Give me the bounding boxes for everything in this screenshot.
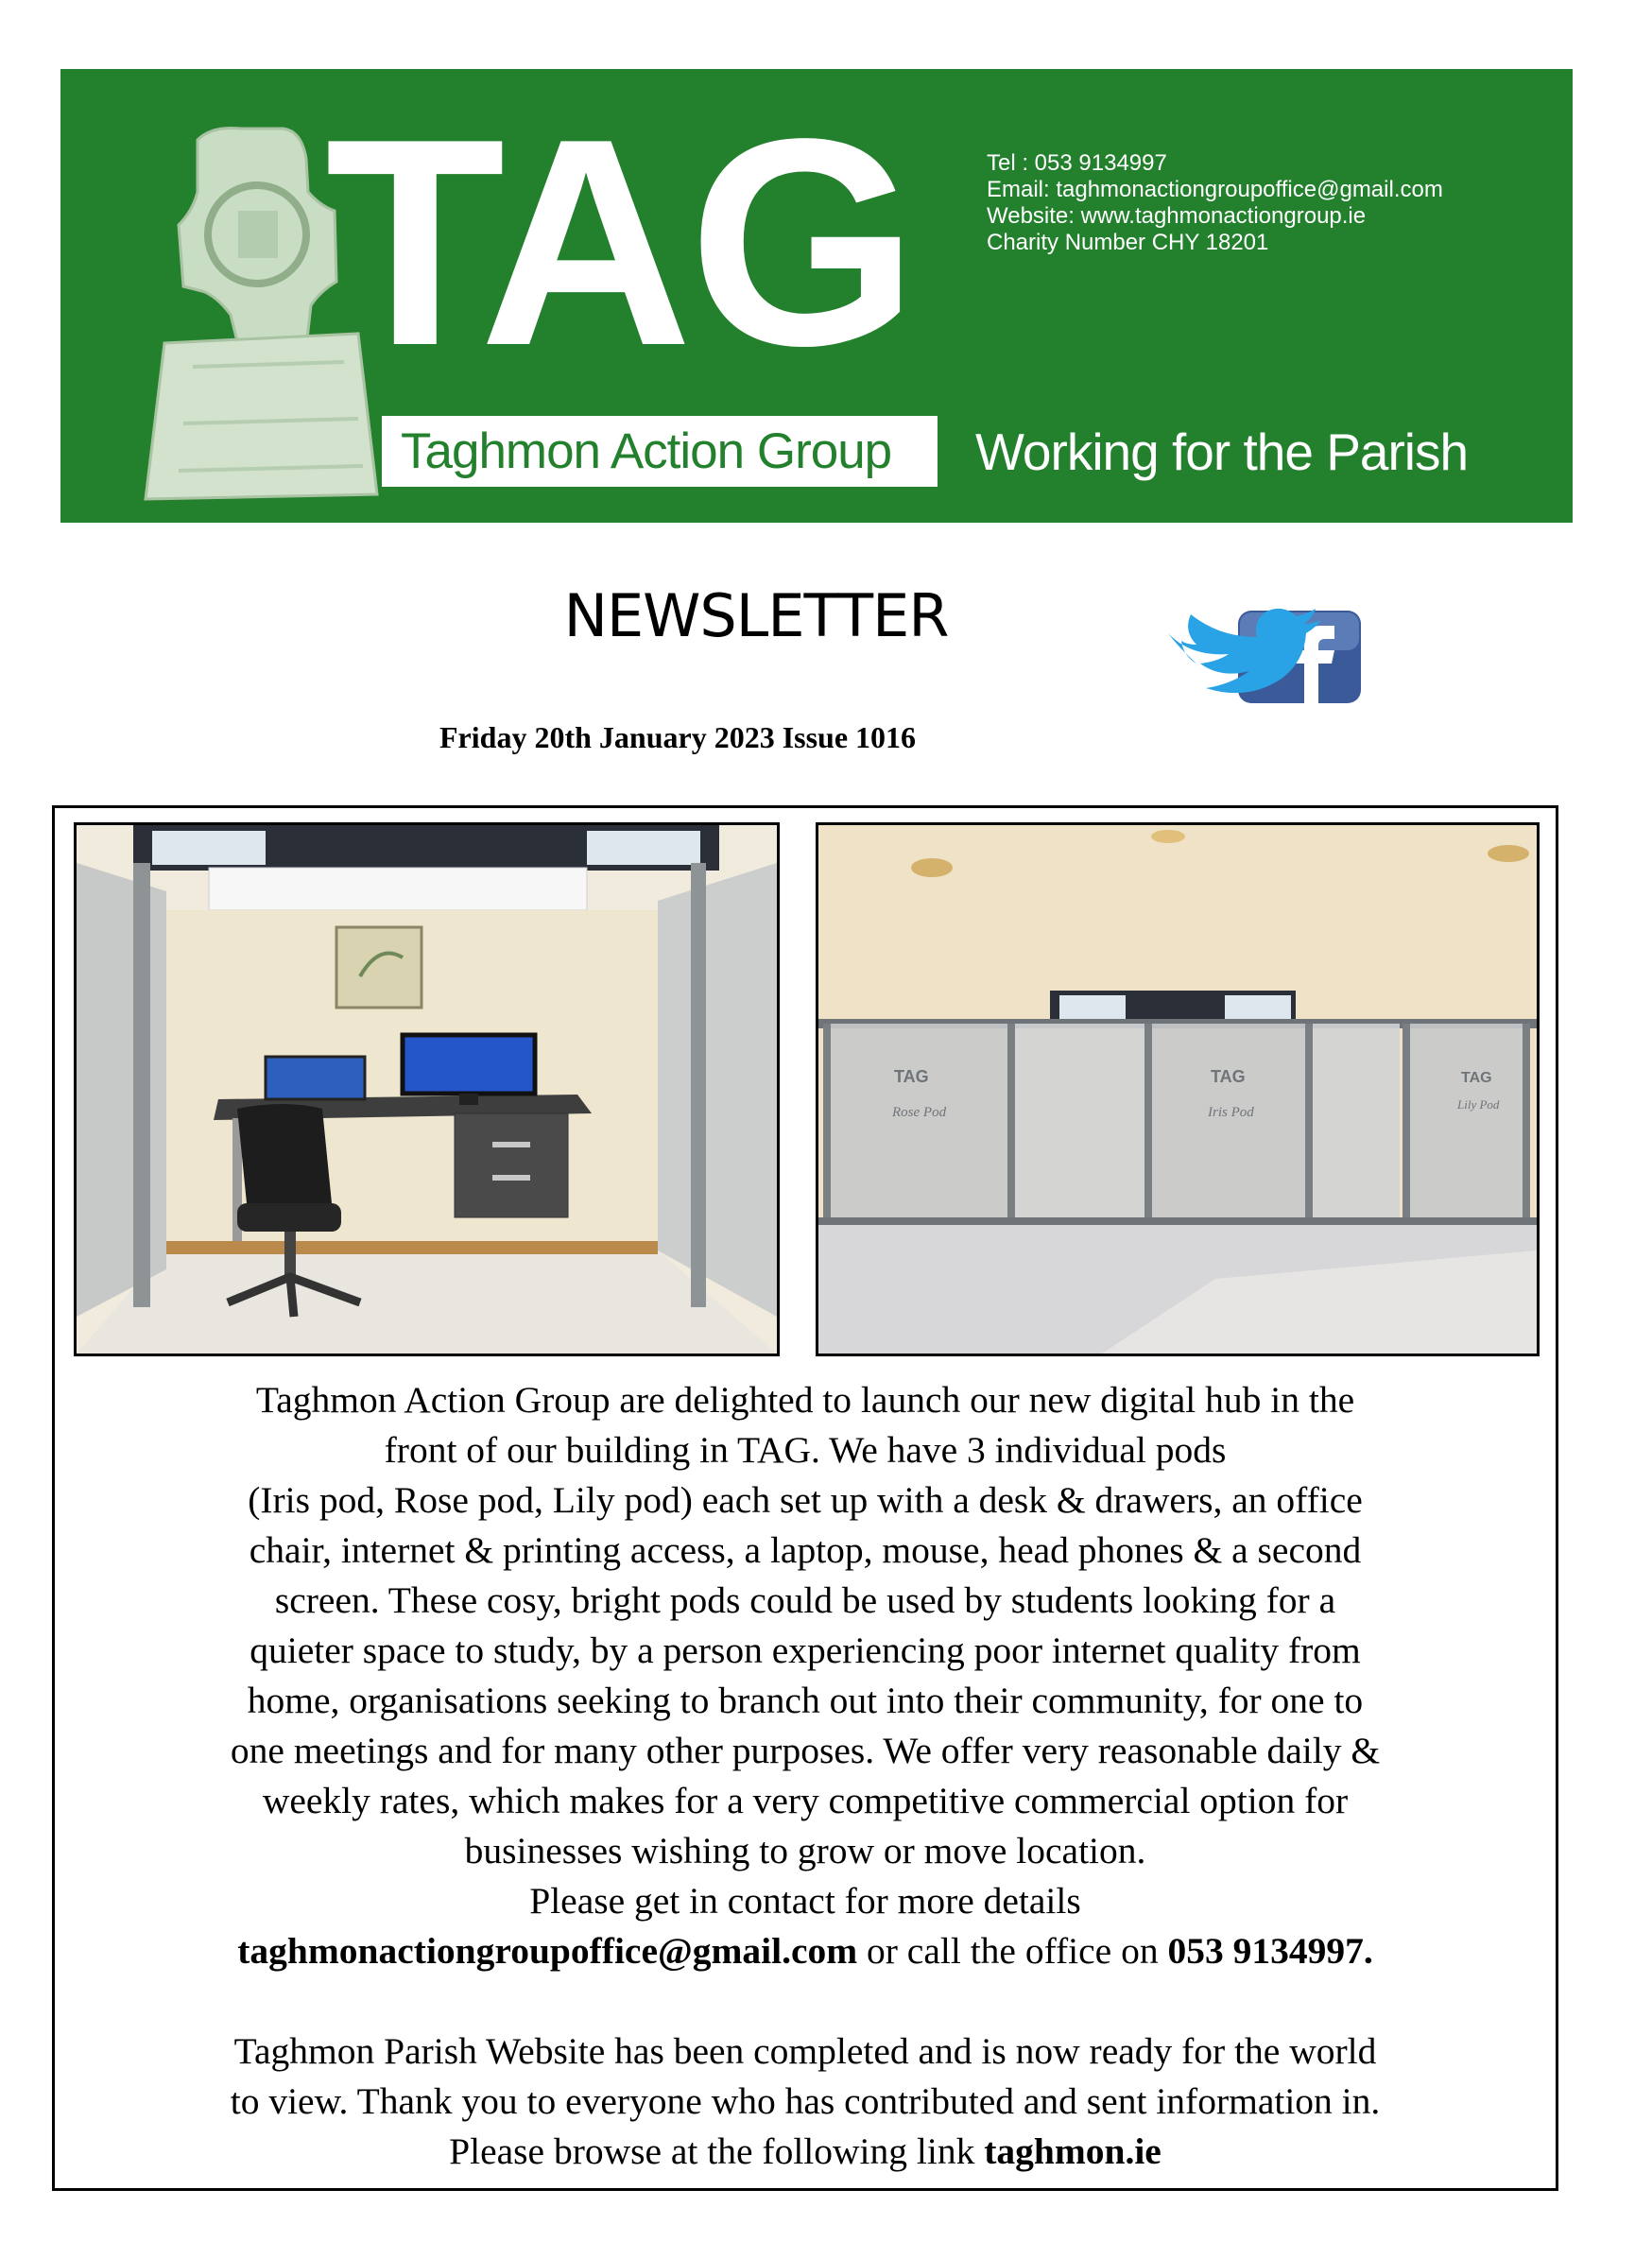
issue-date-line: Friday 20th January 2023 Issue 1016 <box>439 720 917 754</box>
contact-line <box>64 1926 1546 1976</box>
contact-phone: 053 9134997. <box>1167 1930 1373 1972</box>
paragraph-gap <box>64 1976 1546 2026</box>
sign-lily-pod: Lily Pod <box>1457 1097 1500 1112</box>
article-line: Please get in contact for more details <box>529 1880 1081 1922</box>
article-line: (Iris pod, Rose pod, Lily pod) each set up with a desk & drawers, an office <box>248 1479 1363 1521</box>
contact-charity: Charity Number CHY 18201 <box>987 230 1269 255</box>
tagline: Working for the Parish <box>975 422 1469 481</box>
sign-tag-2: TAG <box>1211 1067 1246 1086</box>
website-link-prefix: Please browse at the following link <box>449 2130 985 2172</box>
article-line: one meetings and for many other purposes. We offer very reasonable daily & <box>230 1730 1381 1771</box>
contact-mid-text: or call the office on <box>857 1930 1168 1972</box>
header-banner <box>60 69 1573 523</box>
article-line: chair, internet & printing access, a laptop, mouse, head phones & a second <box>249 1529 1362 1571</box>
website-note-line: Taghmon Parish Website has been completed and is now ready for the world <box>233 2030 1377 2072</box>
photo-pod-interior <box>74 822 780 1356</box>
sign-tag-3: TAG <box>1461 1070 1492 1086</box>
contact-email[interactable]: Email: taghmonactiongroupoffice@gmail.com <box>987 177 1443 202</box>
tag-logo-text: TAG <box>325 78 915 407</box>
website-link-line <box>64 2127 1546 2177</box>
photo-pods-row <box>816 822 1540 1356</box>
article-line: screen. These cosy, bright pods could be used by students looking for a <box>274 1579 1336 1621</box>
contact-website[interactable]: Website: www.taghmonactiongroup.ie <box>987 203 1367 229</box>
article-text <box>64 1375 1546 2177</box>
website-link[interactable]: taghmon.ie <box>984 2130 1162 2172</box>
contact-details <box>987 150 1443 256</box>
website-note-line: to view. Thank you to everyone who has contributed and sent information in. <box>230 2080 1381 2122</box>
article-line: front of our building in TAG. We have 3 individual pods <box>384 1429 1227 1471</box>
contact-email-link[interactable]: taghmonactiongroupoffice@gmail.com <box>237 1930 858 1972</box>
sign-tag-1: TAG <box>894 1067 929 1086</box>
article-line: quieter space to study, by a person experiencing poor internet quality from <box>250 1630 1361 1671</box>
article-box <box>52 805 1558 2191</box>
article-line: weekly rates, which makes for a very competitive commercial option for <box>262 1780 1349 1821</box>
article-line: home, organisations seeking to branch out into their community, for one to <box>247 1680 1364 1721</box>
article-line: Taghmon Action Group are delighted to launch our new digital hub in the <box>255 1379 1355 1421</box>
sign-rose-pod: Rose Pod <box>892 1105 947 1120</box>
sign-iris-pod: Iris Pod <box>1208 1105 1254 1120</box>
contact-tel: Tel : 053 9134997 <box>987 150 1167 176</box>
article-line: businesses wishing to grow or move location. <box>464 1830 1146 1871</box>
social-icons <box>1162 605 1370 709</box>
org-name: Taghmon Action Group <box>382 416 938 487</box>
newsletter-title: NEWSLETTER <box>563 581 949 650</box>
